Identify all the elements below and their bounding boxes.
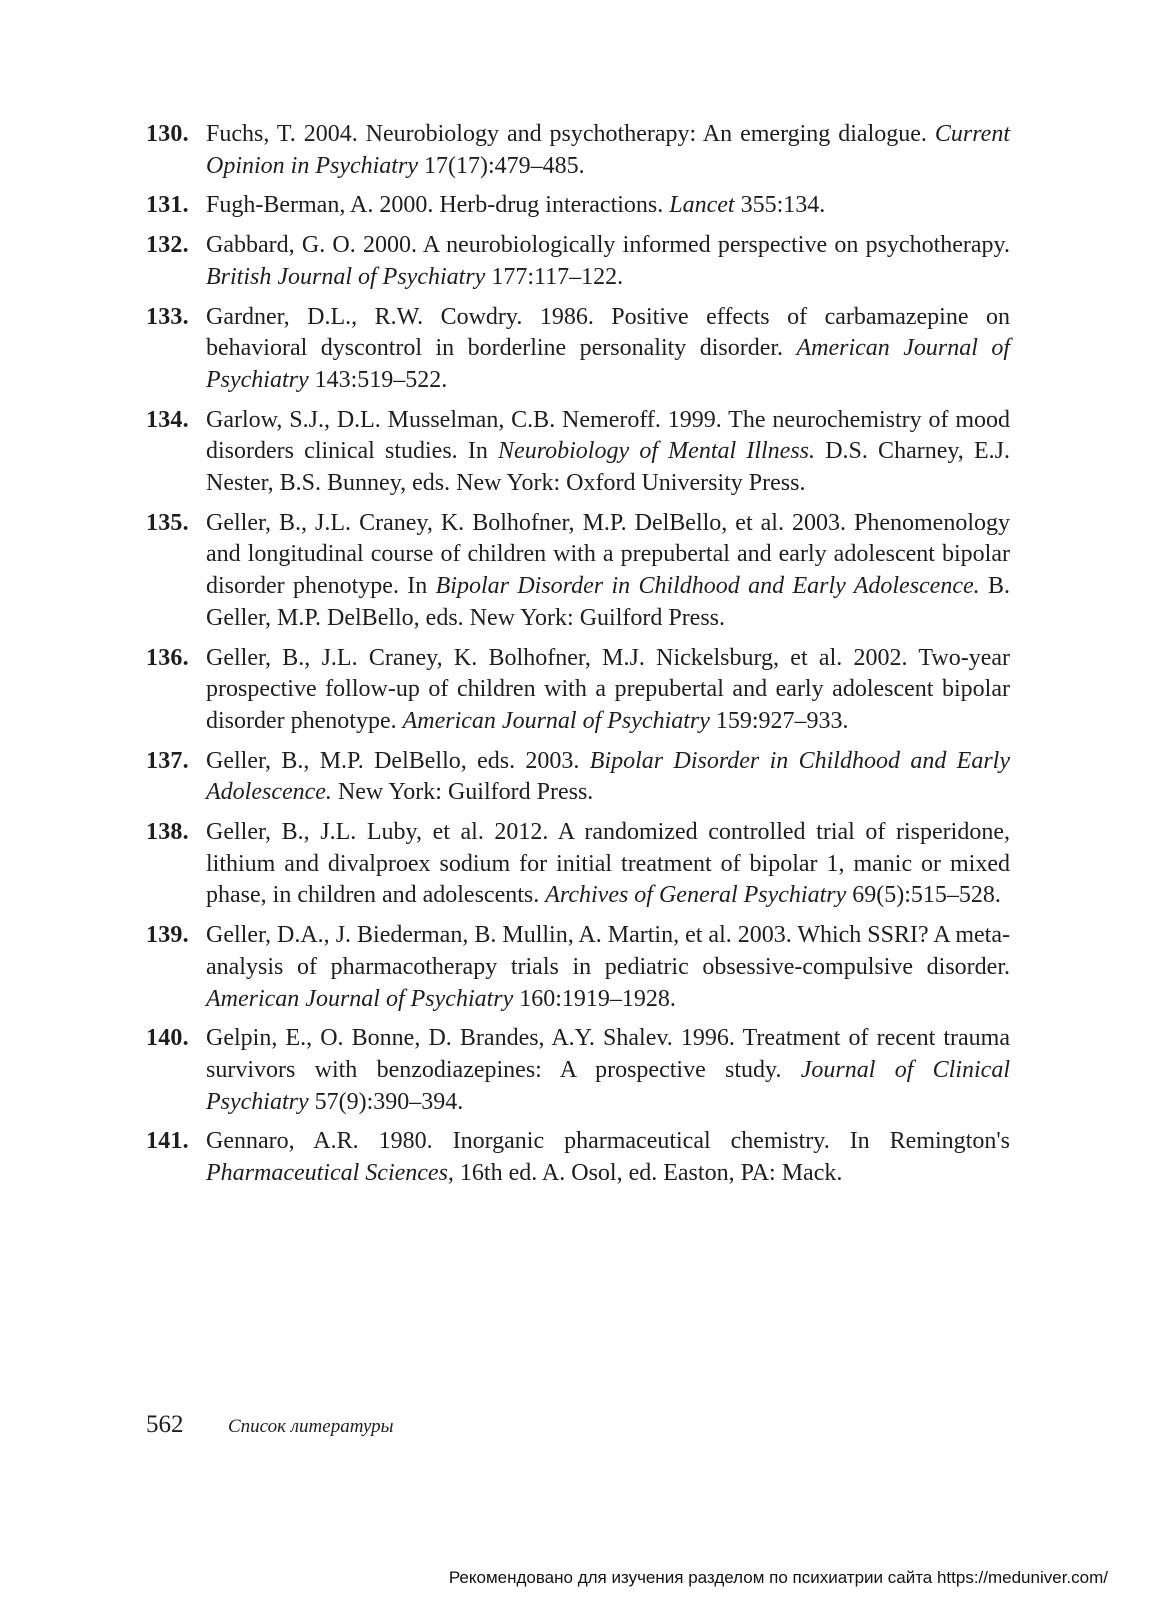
reference-number: 130. [146,121,189,147]
reference-number: 141. [146,1128,189,1155]
reference-text [206,746,1010,809]
reference-number: 136. [146,644,189,671]
reference-text-segment: Geller, D.A., J. Biederman, B. Mullin, A. Martin, et al. 2003. Which SSRI? A meta-analysis of pharmacotherapy trials in pediatric obsessive-compulsive disorder. [206,922,1010,980]
reference-text-segment: D.S. Charney, E.J. Nester, B.S. Bunney, eds. New York: Oxford University Press. [206,438,1010,497]
reference-text [206,1126,1010,1189]
reference-text-segment: 17(17):479–485. [417,152,585,179]
reference-entry [146,119,1010,182]
reference-text-segment: Fuchs, T. 2004. Neurobiology and psychotherapy: An emerging dialogue. [206,121,935,147]
reference-text-segment: 355:134. [734,192,826,219]
reference-number: 140. [146,1025,189,1052]
reference-text-segment: 160:1919–1928. [513,985,676,1012]
reference-text-segment: 57(9):390–394. [308,1088,464,1115]
reference-entry [146,746,1010,809]
reference-text-segment: Gabbard, G. O. 2000. A neurobiologically informed perspective on psychotherapy. [206,232,1010,259]
reference-source-title: Bipolar Disorder in Childhood and Early Adolescence. [435,573,980,600]
reference-text [206,643,1010,738]
reference-entry [146,1126,1010,1189]
reference-text-segment: New York: Guilford Press. [331,779,594,806]
reference-text-segment: Geller, B., J.L. Luby, et al. 2012. A randomized controlled trial of risperidone, lithium and divalproex sodium for initial treatment of bipolar 1, manic or mixed phase, in children and adolescents. [206,819,1010,909]
reference-number: 131. [146,192,189,219]
reference-text-segment: Geller, B., J.L. Craney, K. Bolhofner, M.J. Nickelsburg, et al. 2002. Two-year prospective follow-up of children with a prepubertal and early adolescent bipolar disorder phenotype. [206,644,1010,734]
reference-text-segment: 159:927–933. [709,707,849,734]
reference-text [206,190,1010,222]
reference-source-title: American Journal of Psychiatry [402,707,710,734]
reference-entry [146,1023,1010,1118]
reference-number: 138. [146,819,189,846]
reference-entry [146,817,1010,912]
reference-number: 133. [146,303,189,330]
reference-entry [146,190,1010,222]
reference-text-segment: 69(5):515–528. [846,882,1001,909]
reference-number: 135. [146,509,189,536]
reference-text-segment: Gelpin, E., O. Bonne, D. Brandes, A.Y. Shalev. 1996. Treatment of recent trauma survivors with benzodiazepines: A prospective study. [206,1025,1010,1083]
reference-source-title: American Journal of Psychiatry [206,985,514,1012]
reference-source-title: British Journal of Psychiatry [206,263,486,290]
reference-entry [146,508,1010,635]
reference-source-title: Neurobiology of Mental Illness. [498,438,815,465]
page-footer [146,1411,394,1439]
reference-number: 132. [146,232,189,259]
reference-entry [146,643,1010,738]
reference-number: 137. [146,747,189,774]
site-watermark: Рекомендовано для изучения разделом по психиатрии сайта https://meduniver.com/ [448,1568,1108,1587]
reference-text [206,508,1010,635]
reference-text-segment: Gennaro, A.R. 1980. Inorganic pharmaceutical chemistry. In Remington's [206,1128,1010,1155]
reference-source-title: Pharmaceutical Sciences [206,1160,448,1187]
reference-entry [146,405,1010,500]
reference-text-segment: , 16th ed. A. Osol, ed. Easton, PA: Mack. [447,1160,843,1187]
reference-text [206,817,1010,912]
reference-text [206,405,1010,500]
page-number: 562 [146,1411,184,1438]
reference-text-segment: Fugh-Berman, A. 2000. Herb-drug interactions. [206,192,670,219]
reference-number: 134. [146,406,189,433]
reference-number: 139. [146,922,189,949]
reference-entry [146,302,1010,397]
reference-list [146,119,1010,1198]
reference-source-title: Lancet [669,192,735,219]
reference-text-segment: 143:519–522. [308,366,448,393]
reference-source-title: Bipolar Disorder in Childhood and Early Adolescence. [206,747,1011,806]
reference-source-title: American Journal of Psychiatry [206,335,1010,393]
reference-text [206,119,1010,182]
reference-text [206,230,1010,293]
reference-text [206,920,1010,1015]
reference-text-segment: Geller, B., M.P. DelBello, eds. 2003. [206,747,590,774]
reference-text-segment: 177:117–122. [485,263,624,290]
reference-entry [146,920,1010,1015]
reference-text-segment: B. Geller, M.P. DelBello, eds. New York: Guilford Press. [206,573,1010,631]
reference-text-segment: Gardner, D.L., R.W. Cowdry. 1986. Positive effects of carbamazepine on behavioral dyscontrol in borderline personality disorder. [206,303,1010,362]
reference-text-segment: Geller, B., J.L. Craney, K. Bolhofner, M.P. DelBello, et al. 2003. Phenomenology and longitudinal course of children with a prepubertal and early adolescent bipolar disorder phenotype. In [206,509,1010,600]
reference-text [206,1023,1010,1118]
reference-text-segment: Garlow, S.J., D.L. Musselman, C.B. Nemeroff. 1999. The neurochemistry of mood disorders clinical studies. In [206,406,1010,465]
running-section-title: Список литературы [228,1416,394,1437]
reference-source-title: Journal of Clinical Psychiatry [206,1056,1010,1115]
reference-source-title: Archives of General Psychiatry [545,882,847,909]
reference-entry [146,230,1010,293]
reference-source-title: Current Opinion in Psychiatry [206,121,1010,179]
reference-text [206,302,1010,397]
